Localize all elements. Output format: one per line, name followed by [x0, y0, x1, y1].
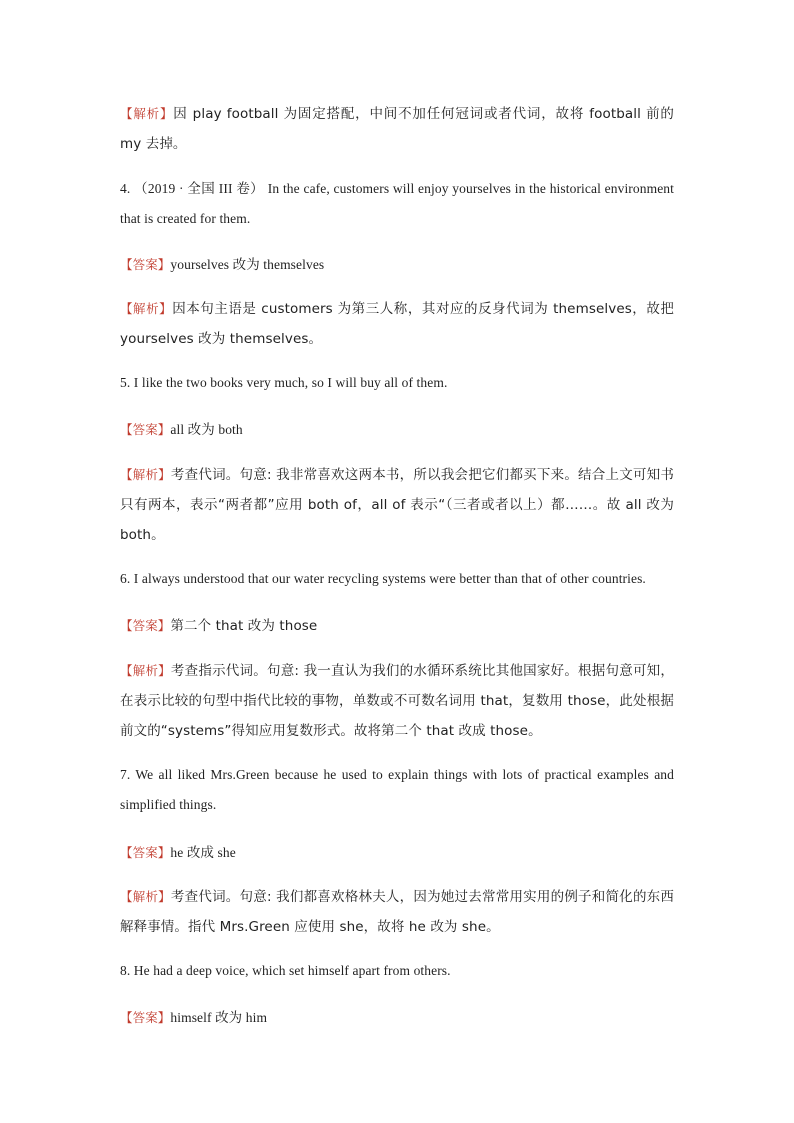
answer-text: yourselves 改为 themselves: [170, 257, 325, 272]
question-5: [120, 368, 674, 398]
question-text: 7. We all liked Mrs.Green because he used to explain things with lots of practical examples and simplified things.: [120, 767, 674, 812]
analysis-text: 考查代词。句意: 我非常喜欢这两本书，所以我会把它们都买下来。结合上文可知书只有两本，表示“两者都”应用 both of，all of 表示“（三者或者以上）都……。故 all 改为 both。: [120, 467, 675, 543]
analysis-label: 【解析】: [120, 663, 171, 678]
question-4: [120, 174, 674, 234]
analysis-label: 【解析】: [120, 106, 174, 121]
analysis-paragraph-6: [120, 656, 674, 746]
question-text: 6. I always understood that our water recycling systems were better than that of other countries.: [120, 571, 646, 586]
analysis-label: 【解析】: [120, 467, 171, 482]
answer-7: [120, 838, 674, 868]
question-7: [120, 760, 674, 820]
analysis-text: 因 play football 为固定搭配，中间不加任何冠词或者代词，故将 football 前的 my 去掉。: [120, 106, 674, 152]
answer-label: 【答案】: [120, 1010, 171, 1025]
question-8: [120, 956, 674, 986]
answer-label: 【答案】: [120, 618, 171, 633]
analysis-label: 【解析】: [120, 301, 173, 316]
analysis-text: 因本句主语是 customers 为第三人称，其对应的反身代词为 themselves，故把 yourselves 改为 themselves。: [120, 301, 674, 347]
analysis-paragraph-7: [120, 882, 674, 942]
answer-text: himself 改为 him: [170, 1010, 268, 1025]
answer-text: all 改为 both: [170, 422, 243, 437]
answer-6: [120, 611, 674, 641]
answer-label: 【答案】: [120, 845, 171, 860]
question-6: [120, 564, 674, 594]
analysis-label: 【解析】: [120, 889, 171, 904]
analysis-paragraph-5: [120, 460, 674, 550]
analysis-text: 考查代词。句意: 我们都喜欢格林夫人，因为她过去常常用实用的例子和简化的东西解释事情。指代 Mrs.Green 应使用 she，故将 he 改为 she。: [120, 889, 675, 935]
answer-8: [120, 1003, 674, 1033]
answer-text: he 改成 she: [170, 845, 236, 860]
analysis-text: 考查指示代词。句意: 我一直认为我们的水循环系统比其他国家好。根据句意可知，在表示比较的句型中指代比较的事物，单数或不可数名词用 that，复数用 those，此处根据前文的“systems”得知应用复数形式。故将第二个 that 改成 those。: [120, 663, 675, 739]
answer-5: [120, 415, 674, 445]
question-text: 4. （2019 · 全国 III 卷） In the cafe, customers will enjoy yourselves in the historical environment that is created for them.: [120, 181, 674, 226]
question-text: 8. He had a deep voice, which set himself apart from others.: [120, 963, 451, 978]
analysis-paragraph-3: [120, 99, 674, 159]
answer-4: [120, 250, 674, 280]
analysis-paragraph-4: [120, 294, 674, 354]
answer-label: 【答案】: [120, 422, 171, 437]
answer-text: 第二个 that 改为 those: [170, 618, 318, 634]
answer-label: 【答案】: [120, 257, 171, 272]
question-text: 5. I like the two books very much, so I will buy all of them.: [120, 375, 448, 390]
